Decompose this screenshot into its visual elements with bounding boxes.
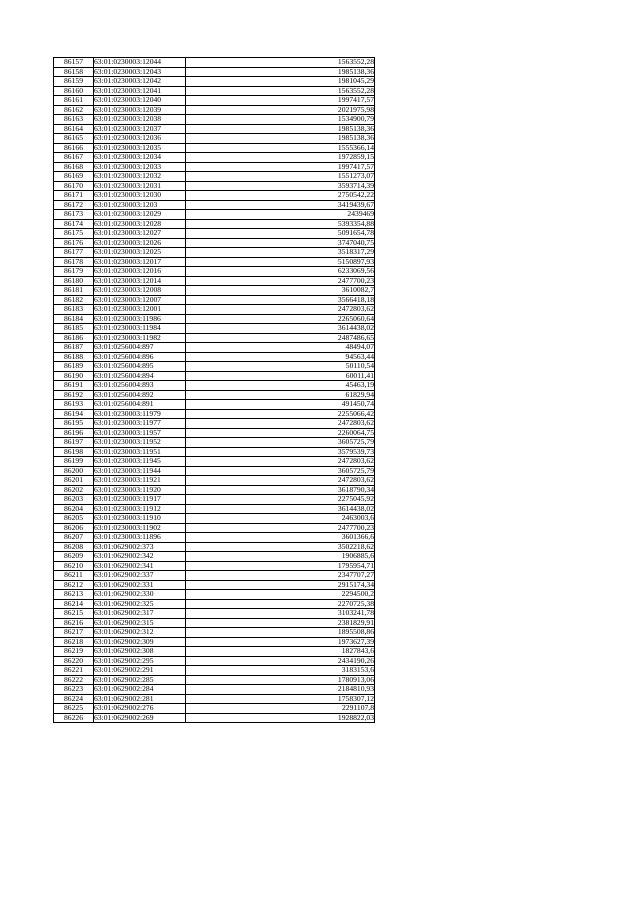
cadastral-number-cell: 63:01:0230003:11920 (94, 485, 186, 495)
cadastral-value-cell: 5150897,93 (186, 257, 375, 267)
cadastral-value-cell: 1895508,86 (186, 628, 375, 638)
cadastral-value-cell: 1928822,03 (186, 713, 375, 723)
cadastral-value-cell: 2184810,93 (186, 685, 375, 695)
cadastral-number-cell: 63:01:0230003:12040 (94, 96, 186, 106)
row-number-cell: 86204 (54, 504, 94, 514)
table-row (54, 124, 375, 134)
cadastral-value-cell: 1997417,57 (186, 162, 375, 172)
table-row (54, 694, 375, 704)
cadastral-number-cell: 63:01:0230003:1203 (94, 200, 186, 210)
row-number-cell: 86174 (54, 219, 94, 229)
table-row (54, 305, 375, 315)
table-row (54, 438, 375, 448)
table-row (54, 115, 375, 125)
table-row (54, 371, 375, 381)
table-row (54, 409, 375, 419)
row-number-cell: 86190 (54, 371, 94, 381)
row-number-cell: 86193 (54, 400, 94, 410)
row-number-cell: 86169 (54, 172, 94, 182)
table-row (54, 143, 375, 153)
cadastral-number-cell: 63:01:0230003:12032 (94, 172, 186, 182)
table-row (54, 590, 375, 600)
cadastral-number-cell: 63:01:0256004:897 (94, 343, 186, 353)
cadastral-value-cell: 2275045,92 (186, 495, 375, 505)
table-row (54, 200, 375, 210)
cadastral-value-cell: 3518317,29 (186, 248, 375, 258)
cadastral-value-cell: 3618790,34 (186, 485, 375, 495)
cadastral-number-cell: 63:01:0629002:291 (94, 666, 186, 676)
row-number-cell: 86213 (54, 590, 94, 600)
cadastral-number-cell: 63:01:0230003:11957 (94, 428, 186, 438)
cadastral-number-cell: 63:01:0629002:337 (94, 571, 186, 581)
table-row (54, 134, 375, 144)
row-number-cell: 86216 (54, 618, 94, 628)
cadastral-number-cell: 63:01:0230003:11902 (94, 523, 186, 533)
row-number-cell: 86211 (54, 571, 94, 581)
cadastral-number-cell: 63:01:0230003:11944 (94, 466, 186, 476)
row-number-cell: 86185 (54, 324, 94, 334)
row-number-cell: 86192 (54, 390, 94, 400)
cadastral-number-cell: 63:01:0629002:269 (94, 713, 186, 723)
cadastral-number-cell: 63:01:0230003:12007 (94, 295, 186, 305)
cadastral-value-cell: 3605725,79 (186, 438, 375, 448)
cadastral-number-cell: 63:01:0230003:12016 (94, 267, 186, 277)
cadastral-number-cell: 63:01:0230003:12044 (94, 58, 186, 68)
cadastral-value-cell: 2477700,23 (186, 523, 375, 533)
table-row (54, 295, 375, 305)
cadastral-value-cell: 491450,74 (186, 400, 375, 410)
row-number-cell: 86184 (54, 314, 94, 324)
cadastral-number-cell: 63:01:0629002:308 (94, 647, 186, 657)
row-number-cell: 86212 (54, 580, 94, 590)
table-row (54, 447, 375, 457)
cadastral-number-cell: 63:01:0230003:11917 (94, 495, 186, 505)
table-row (54, 229, 375, 239)
cadastral-number-cell: 63:01:0230003:11979 (94, 409, 186, 419)
table-row (54, 96, 375, 106)
row-number-cell: 86210 (54, 561, 94, 571)
cadastral-value-cell: 1906885,6 (186, 552, 375, 562)
cadastral-value-cell: 3614438,02 (186, 504, 375, 514)
row-number-cell: 86191 (54, 381, 94, 391)
cadastral-value-cell: 61829,94 (186, 390, 375, 400)
cadastral-value-cell: 2472803,62 (186, 419, 375, 429)
row-number-cell: 86171 (54, 191, 94, 201)
cadastral-value-cell: 1972859,15 (186, 153, 375, 163)
row-number-cell: 86202 (54, 485, 94, 495)
table-row (54, 248, 375, 258)
row-number-cell: 86226 (54, 713, 94, 723)
table-row (54, 504, 375, 514)
cadastral-value-cell: 1827843,6 (186, 647, 375, 657)
table-row (54, 162, 375, 172)
cadastral-number-cell: 63:01:0230003:12035 (94, 143, 186, 153)
cadastral-value-cell: 3502218,62 (186, 542, 375, 552)
table-row (54, 666, 375, 676)
table-row (54, 647, 375, 657)
row-number-cell: 86182 (54, 295, 94, 305)
row-number-cell: 86203 (54, 495, 94, 505)
cadastral-number-cell: 63:01:0230003:11977 (94, 419, 186, 429)
row-number-cell: 86195 (54, 419, 94, 429)
cadastral-value-cell: 2434190,26 (186, 656, 375, 666)
cadastral-number-cell: 63:01:0230003:12017 (94, 257, 186, 267)
cadastral-number-cell: 63:01:0629002:325 (94, 599, 186, 609)
cadastral-value-cell: 3593714,39 (186, 181, 375, 191)
table-row (54, 495, 375, 505)
table-row (54, 390, 375, 400)
row-number-cell: 86188 (54, 352, 94, 362)
row-number-cell: 86160 (54, 86, 94, 96)
cadastral-number-cell: 63:01:0629002:330 (94, 590, 186, 600)
cadastral-number-cell: 63:01:0230003:11951 (94, 447, 186, 457)
cadastral-value-cell: 1563552,28 (186, 86, 375, 96)
row-number-cell: 86196 (54, 428, 94, 438)
cadastral-value-cell: 2021975,98 (186, 105, 375, 115)
table-row (54, 571, 375, 581)
cadastral-number-cell: 63:01:0230003:12043 (94, 67, 186, 77)
row-number-cell: 86168 (54, 162, 94, 172)
row-number-cell: 86215 (54, 609, 94, 619)
table-body (54, 58, 375, 723)
row-number-cell: 86179 (54, 267, 94, 277)
row-number-cell: 86197 (54, 438, 94, 448)
row-number-cell: 86165 (54, 134, 94, 144)
cadastral-value-table (53, 57, 375, 723)
table-row (54, 628, 375, 638)
cadastral-number-cell: 63:01:0230003:12034 (94, 153, 186, 163)
cadastral-value-cell: 1985138,36 (186, 124, 375, 134)
table-row (54, 210, 375, 220)
row-number-cell: 86217 (54, 628, 94, 638)
table-row (54, 324, 375, 334)
table-row (54, 609, 375, 619)
cadastral-number-cell: 63:01:0230003:12026 (94, 238, 186, 248)
cadastral-number-cell: 63:01:0629002:309 (94, 637, 186, 647)
table-row (54, 172, 375, 182)
row-number-cell: 86218 (54, 637, 94, 647)
cadastral-number-cell: 63:01:0256004:896 (94, 352, 186, 362)
cadastral-value-cell: 3103241,78 (186, 609, 375, 619)
table-row (54, 457, 375, 467)
cadastral-value-cell: 1985138,36 (186, 67, 375, 77)
cadastral-number-cell: 63:01:0629002:295 (94, 656, 186, 666)
table-row (54, 514, 375, 524)
table-row (54, 276, 375, 286)
cadastral-number-cell: 63:01:0629002:373 (94, 542, 186, 552)
cadastral-value-cell: 1551273,07 (186, 172, 375, 182)
cadastral-value-cell: 3747040,75 (186, 238, 375, 248)
table-row (54, 191, 375, 201)
cadastral-number-cell: 63:01:0230003:12028 (94, 219, 186, 229)
row-number-cell: 86163 (54, 115, 94, 125)
cadastral-number-cell: 63:01:0629002:331 (94, 580, 186, 590)
cadastral-number-cell: 63:01:0230003:12031 (94, 181, 186, 191)
table-row (54, 704, 375, 714)
cadastral-number-cell: 63:01:0230003:12025 (94, 248, 186, 258)
cadastral-number-cell: 63:01:0629002:284 (94, 685, 186, 695)
row-number-cell: 86157 (54, 58, 94, 68)
table-row (54, 343, 375, 353)
cadastral-value-cell: 2477700,23 (186, 276, 375, 286)
row-number-cell: 86223 (54, 685, 94, 695)
cadastral-value-cell: 1981045,29 (186, 77, 375, 87)
table-row (54, 476, 375, 486)
cadastral-number-cell: 63:01:0230003:12041 (94, 86, 186, 96)
row-number-cell: 86200 (54, 466, 94, 476)
table-row (54, 466, 375, 476)
row-number-cell: 86158 (54, 67, 94, 77)
cadastral-value-cell: 1973627,39 (186, 637, 375, 647)
cadastral-number-cell: 63:01:0256004:892 (94, 390, 186, 400)
cadastral-number-cell: 63:01:0629002:276 (94, 704, 186, 714)
row-number-cell: 86187 (54, 343, 94, 353)
cadastral-number-cell: 63:01:0230003:12008 (94, 286, 186, 296)
cadastral-value-cell: 3614438,02 (186, 324, 375, 334)
cadastral-value-cell: 1985138,36 (186, 134, 375, 144)
row-number-cell: 86172 (54, 200, 94, 210)
cadastral-value-cell: 45463,19 (186, 381, 375, 391)
table-row (54, 153, 375, 163)
cadastral-number-cell: 63:01:0256004:891 (94, 400, 186, 410)
table-row (54, 67, 375, 77)
table-row (54, 314, 375, 324)
table-row (54, 656, 375, 666)
cadastral-value-cell: 5091654,78 (186, 229, 375, 239)
cadastral-value-cell: 2294500,2 (186, 590, 375, 600)
cadastral-value-cell: 3579539,73 (186, 447, 375, 457)
cadastral-number-cell: 63:01:0256004:893 (94, 381, 186, 391)
cadastral-number-cell: 63:01:0230003:12036 (94, 134, 186, 144)
cadastral-value-cell: 3183153,6 (186, 666, 375, 676)
cadastral-value-cell: 2750542,22 (186, 191, 375, 201)
row-number-cell: 86166 (54, 143, 94, 153)
cadastral-value-cell: 2472803,62 (186, 305, 375, 315)
cadastral-number-cell: 63:01:0256004:894 (94, 371, 186, 381)
table-row (54, 238, 375, 248)
row-number-cell: 86205 (54, 514, 94, 524)
cadastral-value-cell: 1795954,71 (186, 561, 375, 571)
cadastral-value-cell: 60011,41 (186, 371, 375, 381)
cadastral-number-cell: 63:01:0230003:11896 (94, 533, 186, 543)
cadastral-value-cell: 1758307,12 (186, 694, 375, 704)
cadastral-value-cell: 2381829,91 (186, 618, 375, 628)
row-number-cell: 86176 (54, 238, 94, 248)
cadastral-number-cell: 63:01:0230003:11982 (94, 333, 186, 343)
cadastral-number-cell: 63:01:0629002:317 (94, 609, 186, 619)
cadastral-number-cell: 63:01:0230003:11910 (94, 514, 186, 524)
row-number-cell: 86164 (54, 124, 94, 134)
cadastral-value-cell: 2270725,38 (186, 599, 375, 609)
table-row (54, 580, 375, 590)
cadastral-value-cell: 3605725,79 (186, 466, 375, 476)
cadastral-number-cell: 63:01:0230003:11952 (94, 438, 186, 448)
cadastral-number-cell: 63:01:0230003:12014 (94, 276, 186, 286)
table-row (54, 542, 375, 552)
cadastral-value-cell: 3601366,6 (186, 533, 375, 543)
cadastral-value-cell: 2487486,65 (186, 333, 375, 343)
cadastral-number-cell: 63:01:0230003:11912 (94, 504, 186, 514)
cadastral-value-cell: 2347707,27 (186, 571, 375, 581)
table-row (54, 333, 375, 343)
table-row (54, 362, 375, 372)
table-row (54, 419, 375, 429)
table-row (54, 485, 375, 495)
cadastral-value-cell: 2439469 (186, 210, 375, 220)
cadastral-number-cell: 63:01:0230003:12033 (94, 162, 186, 172)
row-number-cell: 86173 (54, 210, 94, 220)
cadastral-number-cell: 63:01:0629002:281 (94, 694, 186, 704)
row-number-cell: 86167 (54, 153, 94, 163)
cadastral-number-cell: 63:01:0230003:11921 (94, 476, 186, 486)
cadastral-number-cell: 63:01:0256004:895 (94, 362, 186, 372)
cadastral-value-cell: 94563,44 (186, 352, 375, 362)
cadastral-value-cell: 1780913,06 (186, 675, 375, 685)
row-number-cell: 86175 (54, 229, 94, 239)
row-number-cell: 86225 (54, 704, 94, 714)
cadastral-value-cell: 1534900,79 (186, 115, 375, 125)
row-number-cell: 86219 (54, 647, 94, 657)
cadastral-number-cell: 63:01:0629002:342 (94, 552, 186, 562)
table-row (54, 286, 375, 296)
table-row (54, 685, 375, 695)
table-row (54, 105, 375, 115)
cadastral-value-cell: 5393354,88 (186, 219, 375, 229)
cadastral-value-cell: 2255066,42 (186, 409, 375, 419)
cadastral-value-cell: 2915174,34 (186, 580, 375, 590)
row-number-cell: 86198 (54, 447, 94, 457)
row-number-cell: 86199 (54, 457, 94, 467)
table-row (54, 267, 375, 277)
cadastral-value-cell: 2265060,64 (186, 314, 375, 324)
row-number-cell: 86214 (54, 599, 94, 609)
cadastral-number-cell: 63:01:0629002:341 (94, 561, 186, 571)
row-number-cell: 86186 (54, 333, 94, 343)
row-number-cell: 86178 (54, 257, 94, 267)
cadastral-number-cell: 63:01:0230003:11984 (94, 324, 186, 334)
table-row (54, 381, 375, 391)
row-number-cell: 86170 (54, 181, 94, 191)
cadastral-value-cell: 1563552,28 (186, 58, 375, 68)
row-number-cell: 86177 (54, 248, 94, 258)
row-number-cell: 86208 (54, 542, 94, 552)
cadastral-number-cell: 63:01:0230003:12030 (94, 191, 186, 201)
row-number-cell: 86180 (54, 276, 94, 286)
row-number-cell: 86222 (54, 675, 94, 685)
cadastral-number-cell: 63:01:0230003:12001 (94, 305, 186, 315)
cadastral-value-cell: 6233069,56 (186, 267, 375, 277)
cadastral-number-cell: 63:01:0230003:12042 (94, 77, 186, 87)
cadastral-number-cell: 63:01:0230003:12039 (94, 105, 186, 115)
table-row (54, 219, 375, 229)
table-row (54, 599, 375, 609)
cadastral-value-cell: 3610082,7 (186, 286, 375, 296)
row-number-cell: 86201 (54, 476, 94, 486)
row-number-cell: 86183 (54, 305, 94, 315)
cadastral-value-cell: 2260064,75 (186, 428, 375, 438)
row-number-cell: 86220 (54, 656, 94, 666)
row-number-cell: 86181 (54, 286, 94, 296)
table-row (54, 523, 375, 533)
cadastral-number-cell: 63:01:0629002:315 (94, 618, 186, 628)
cadastral-number-cell: 63:01:0230003:11986 (94, 314, 186, 324)
table-row (54, 400, 375, 410)
row-number-cell: 86209 (54, 552, 94, 562)
table-row (54, 637, 375, 647)
table-row (54, 618, 375, 628)
table-row (54, 352, 375, 362)
row-number-cell: 86221 (54, 666, 94, 676)
cadastral-number-cell: 63:01:0230003:12027 (94, 229, 186, 239)
cadastral-value-cell: 1555366,14 (186, 143, 375, 153)
cadastral-value-cell: 2472803,62 (186, 457, 375, 467)
row-number-cell: 86206 (54, 523, 94, 533)
table-row (54, 77, 375, 87)
table-row (54, 428, 375, 438)
row-number-cell: 86159 (54, 77, 94, 87)
row-number-cell: 86224 (54, 694, 94, 704)
cadastral-value-cell: 2472803,62 (186, 476, 375, 486)
table-row (54, 58, 375, 68)
table-row (54, 533, 375, 543)
cadastral-number-cell: 63:01:0230003:12029 (94, 210, 186, 220)
cadastral-value-cell: 2463003,6 (186, 514, 375, 524)
cadastral-number-cell: 63:01:0629002:285 (94, 675, 186, 685)
cadastral-value-cell: 3419439,67 (186, 200, 375, 210)
table-row (54, 257, 375, 267)
table-row (54, 561, 375, 571)
cadastral-number-cell: 63:01:0230003:12038 (94, 115, 186, 125)
table-row (54, 713, 375, 723)
cadastral-number-cell: 63:01:0230003:11945 (94, 457, 186, 467)
table-row (54, 181, 375, 191)
cadastral-value-cell: 1997417,57 (186, 96, 375, 106)
table-row (54, 552, 375, 562)
row-number-cell: 86189 (54, 362, 94, 372)
cadastral-value-cell: 48494,07 (186, 343, 375, 353)
cadastral-value-cell: 2291107,8 (186, 704, 375, 714)
cadastral-number-cell: 63:01:0230003:12037 (94, 124, 186, 134)
cadastral-value-cell: 50110,54 (186, 362, 375, 372)
cadastral-number-cell: 63:01:0629002:312 (94, 628, 186, 638)
row-number-cell: 86194 (54, 409, 94, 419)
cadastral-value-cell: 3566418,18 (186, 295, 375, 305)
row-number-cell: 86161 (54, 96, 94, 106)
table-row (54, 675, 375, 685)
row-number-cell: 86162 (54, 105, 94, 115)
row-number-cell: 86207 (54, 533, 94, 543)
table-row (54, 86, 375, 96)
